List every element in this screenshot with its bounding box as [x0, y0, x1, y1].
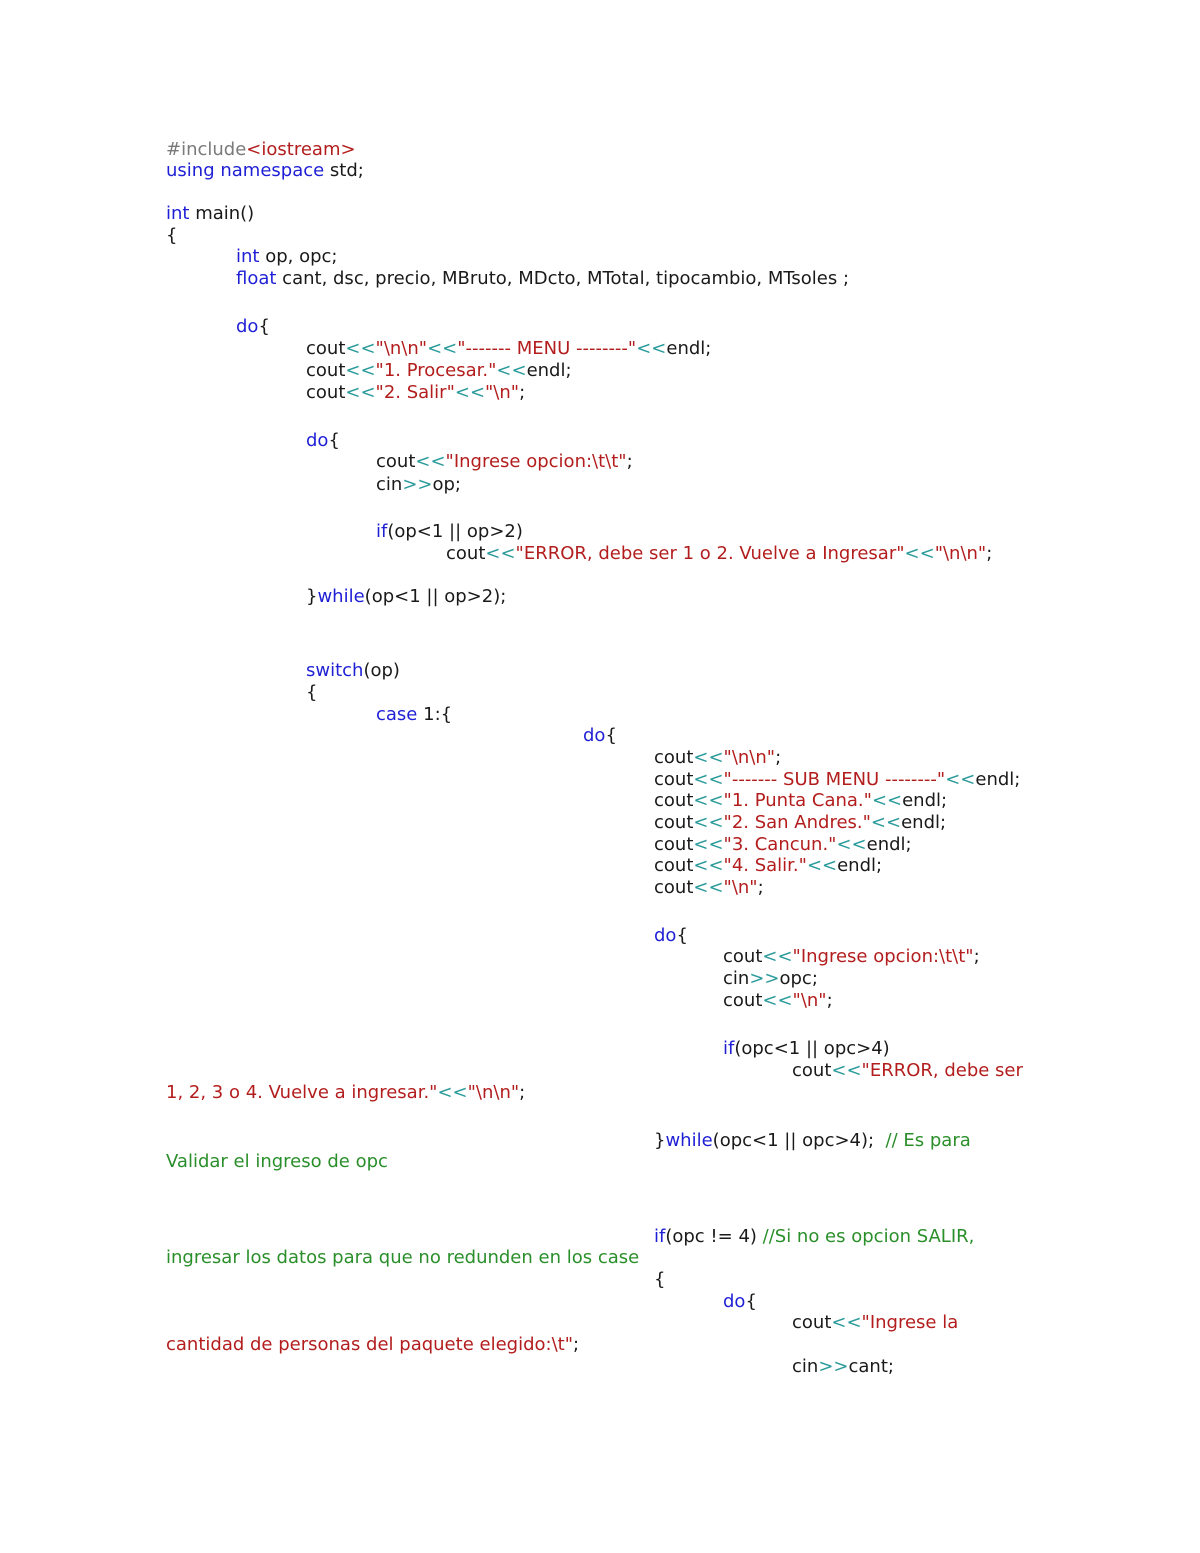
code-line-if-op [376, 521, 523, 543]
code-line-open-brace [166, 225, 177, 247]
string-token: "------- SUB MENU --------" [723, 769, 946, 790]
text-token: (op<1 || op>2); [364, 586, 507, 607]
operator-token: << [945, 769, 976, 790]
code-line-int-decl [236, 246, 337, 268]
text-token: cout [446, 543, 486, 564]
text-token: { [745, 1291, 757, 1312]
operator-token: << [762, 990, 793, 1011]
text-token: op, opc; [259, 246, 338, 267]
text-token: { [605, 725, 617, 746]
text-token: cout [792, 1060, 832, 1081]
keyword-token: case [376, 704, 418, 725]
string-token: "ERROR, debe ser 1 o 2. Vuelve a Ingresar" [515, 543, 905, 564]
text-token: cout [654, 812, 694, 833]
code-line-cin-opc [723, 968, 818, 990]
operator-token: << [693, 834, 724, 855]
code-line-cant-prompt [792, 1312, 958, 1334]
text-token: ; [757, 877, 764, 898]
operator-token: << [693, 769, 724, 790]
text-token: cout [654, 855, 694, 876]
keyword-token: do [654, 925, 677, 946]
operator-token: << [345, 338, 376, 359]
string-token: "Ingrese opcion:\t\t" [792, 946, 974, 967]
text-token: (opc != 4) [665, 1226, 763, 1247]
text-token: 1:{ [417, 704, 453, 725]
string-token: "------- MENU --------" [457, 338, 637, 359]
operator-token: << [693, 790, 724, 811]
code-line-cin-op [376, 474, 461, 496]
code-line-if-not-salir [654, 1226, 974, 1248]
string-token: "2. San Andres." [723, 812, 871, 833]
operator-token: << [693, 812, 724, 833]
operator-token: << [693, 855, 724, 876]
text-token: endl; [902, 790, 948, 811]
keyword-token: switch [306, 660, 364, 681]
string-token: "Ingrese opcion:\t\t" [445, 451, 627, 472]
text-token: { [306, 682, 318, 703]
text-token: } [654, 1130, 666, 1151]
operator-token: << [871, 790, 903, 811]
keyword-token: if [654, 1226, 666, 1247]
comment-token: // Es para [885, 1130, 971, 1151]
text-token: ; [519, 382, 526, 403]
operator-token: << [454, 382, 486, 403]
text-token: endl; [975, 769, 1021, 790]
text-token: std; [324, 160, 364, 181]
code-line-inner-do [306, 430, 340, 452]
text-token: endl; [837, 855, 883, 876]
code-line-sub-san-andres [654, 812, 946, 834]
code-line-error-opc [792, 1060, 1023, 1082]
code-line-comment-wrap [166, 1151, 388, 1173]
operator-token: << [415, 451, 446, 472]
code-line-using [166, 160, 364, 182]
text-token: { [328, 430, 340, 451]
text-token: cant, dsc, precio, MBruto, MDcto, MTotal, tipocambio, MTsoles ; [276, 268, 850, 289]
code-line-menu-procesar [306, 360, 572, 382]
code-line-cant-prompt-wrap [166, 1334, 579, 1356]
code-line-sub-salir [654, 855, 882, 877]
text-token: cout [723, 990, 763, 1011]
code-line-sub-prompt [723, 946, 980, 968]
operator-token: << [427, 338, 458, 359]
keyword-token: using namespace [166, 160, 325, 181]
keyword-token: while [665, 1130, 713, 1151]
string-token: "\n\n" [934, 543, 987, 564]
code-line-error-opc-wrap [166, 1082, 525, 1104]
code-line-case-1 [376, 704, 452, 726]
keyword-token: do [723, 1291, 746, 1312]
preprocessor-token: #include [166, 139, 247, 160]
text-token: { [258, 316, 270, 337]
keyword-token: if [723, 1038, 735, 1059]
text-token: { [654, 1269, 666, 1290]
code-line-sub-newline-2 [723, 990, 833, 1012]
operator-token: << [693, 747, 724, 768]
code-line-cin-cant [792, 1356, 894, 1378]
code-line-comment-wrap-2 [166, 1247, 639, 1269]
string-token: "Ingrese la [861, 1312, 959, 1333]
code-line-if-opc [723, 1038, 890, 1060]
text-token: endl; [666, 338, 712, 359]
text-token: cout [792, 1312, 832, 1333]
code-line-switch [306, 660, 400, 682]
keyword-token: int [166, 203, 190, 224]
string-token: "ERROR, debe ser [861, 1060, 1023, 1081]
text-token: ; [986, 543, 993, 564]
operator-token: << [836, 834, 867, 855]
comment-token: //Si no es opcion SALIR, [762, 1226, 975, 1247]
operator-token: << [831, 1060, 862, 1081]
text-token: cout [306, 338, 346, 359]
text-token: ; [626, 451, 633, 472]
text-token: cout [654, 769, 694, 790]
keyword-token: do [306, 430, 329, 451]
comment-token: ingresar los datos para que no redunden en los case [166, 1247, 640, 1268]
text-token: ; [572, 1334, 580, 1355]
code-line-prompt [376, 451, 633, 473]
text-token: main() [189, 203, 255, 224]
header-token: <iostream> [246, 139, 356, 160]
code-line-error-op [446, 543, 992, 565]
keyword-token: int [236, 246, 260, 267]
text-token: cout [654, 834, 694, 855]
operator-token: << [870, 812, 902, 833]
text-token: cout [306, 360, 346, 381]
code-line-menu-title [306, 338, 711, 360]
string-token: "\n\n" [375, 338, 428, 359]
operator-token: << [496, 360, 527, 381]
operator-token: << [636, 338, 667, 359]
string-token: "\n" [485, 382, 520, 403]
text-token: cin [723, 968, 750, 989]
code-line-sub-endline [654, 877, 764, 899]
keyword-token: float [236, 268, 277, 289]
text-token: (op) [363, 660, 400, 681]
text-token: { [676, 925, 688, 946]
string-token: "\n\n" [723, 747, 776, 768]
operator-token: << [437, 1082, 468, 1103]
text-token: cout [723, 946, 763, 967]
text-token: ; [519, 1082, 526, 1103]
operator-token: >> [402, 474, 433, 495]
text-token: ; [826, 990, 833, 1011]
code-line-main [166, 203, 254, 225]
string-token: "1. Punta Cana." [723, 790, 872, 811]
code-line-while-opc [654, 1130, 971, 1152]
text-token: (opc<1 || opc>4) [734, 1038, 890, 1059]
text-token: endl; [901, 812, 947, 833]
code-line-sub-title [654, 769, 1020, 791]
text-token: opc; [779, 968, 818, 989]
code-line-while-op [306, 586, 506, 608]
text-token: endl; [866, 834, 912, 855]
text-token: cin [376, 474, 403, 495]
string-token: "\n\n" [467, 1082, 520, 1103]
text-token: (op<1 || op>2) [387, 521, 523, 542]
code-line-cant-do [723, 1291, 757, 1313]
keyword-token: do [583, 725, 606, 746]
text-token: cout [376, 451, 416, 472]
operator-token: << [762, 946, 793, 967]
operator-token: << [345, 360, 376, 381]
operator-token: << [693, 877, 724, 898]
keyword-token: while [317, 586, 365, 607]
text-token: cout [306, 382, 346, 403]
comment-token: Validar el ingreso de opc [166, 1151, 388, 1172]
text-token: ; [775, 747, 782, 768]
code-line-sub-cancun [654, 834, 912, 856]
string-token: 1, 2, 3 o 4. Vuelve a ingresar." [166, 1082, 438, 1103]
operator-token: >> [818, 1356, 849, 1377]
string-token: "\n" [723, 877, 758, 898]
text-token: cant; [848, 1356, 894, 1377]
code-line-include [166, 139, 356, 161]
string-token: "2. Salir" [375, 382, 455, 403]
operator-token: >> [749, 968, 780, 989]
string-token: "4. Salir." [723, 855, 807, 876]
code-line-float-decl [236, 268, 849, 290]
text-token: endl; [526, 360, 572, 381]
code-line-sub-punta-cana [654, 790, 947, 812]
code-line-switch-brace [306, 682, 317, 704]
code-line-menu-salir [306, 382, 525, 404]
string-token: "3. Cancun." [723, 834, 837, 855]
keyword-token: if [376, 521, 388, 542]
code-line-do [236, 316, 270, 338]
code-line-submenu-do [583, 725, 617, 747]
string-token: cantidad de personas del paquete elegido:\t" [166, 1334, 573, 1355]
code-line-if-brace [654, 1269, 665, 1291]
text-token: (opc<1 || opc>4); [712, 1130, 886, 1151]
text-token: ; [973, 946, 980, 967]
text-token: op; [432, 474, 461, 495]
string-token: "\n" [792, 990, 827, 1011]
text-token: cout [654, 747, 694, 768]
code-line-sub-newline [654, 747, 781, 769]
operator-token: << [806, 855, 838, 876]
text-token: cin [792, 1356, 819, 1377]
text-token: cout [654, 790, 694, 811]
operator-token: << [904, 543, 935, 564]
text-token: cout [654, 877, 694, 898]
operator-token: << [485, 543, 516, 564]
keyword-token: do [236, 316, 259, 337]
text-token: } [306, 586, 318, 607]
string-token: "1. Procesar." [375, 360, 497, 381]
operator-token: << [831, 1312, 862, 1333]
text-token: { [166, 225, 178, 246]
code-line-sub-do [654, 925, 688, 947]
operator-token: << [345, 382, 376, 403]
